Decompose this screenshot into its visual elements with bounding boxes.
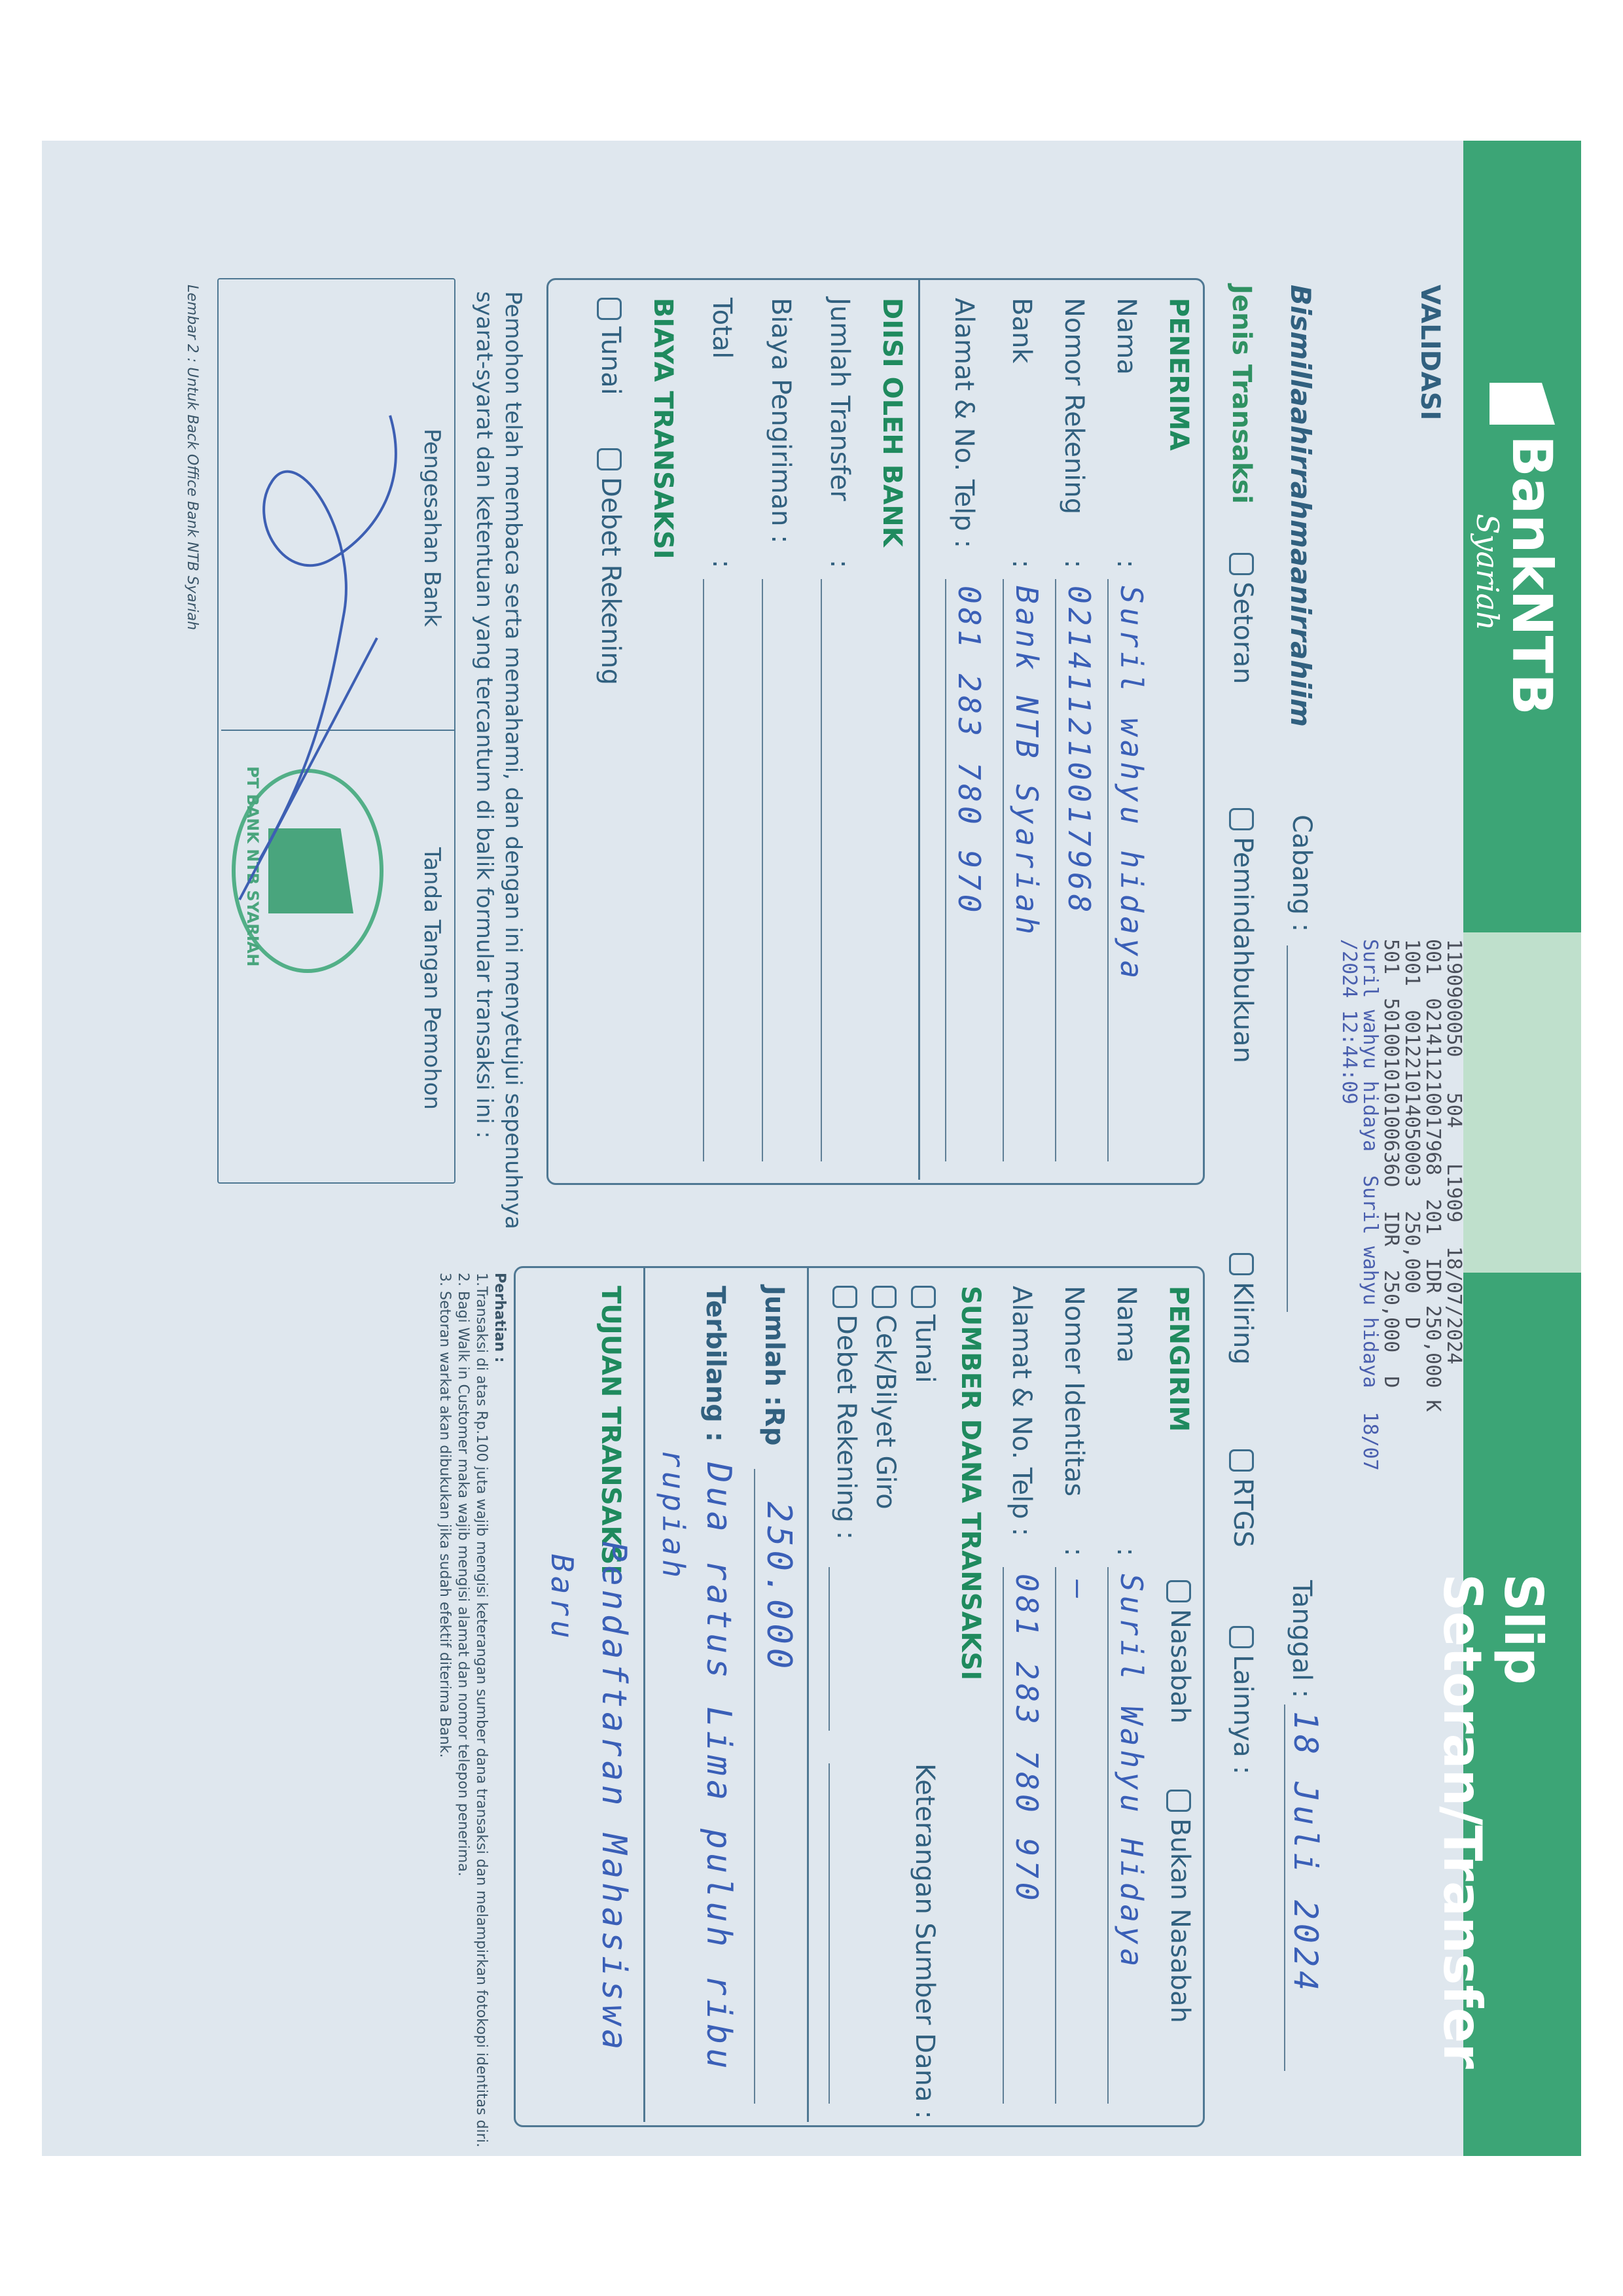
biaya-transaksi-header: BIAYA TRANSAKSI <box>648 298 678 559</box>
validation-print-line-5: Suril wahyu hidaya Suril wahyu hidaya 18/07 <box>1359 939 1382 1471</box>
note-item-1: 1.Transaksi di atas Rp.100 juta wajib mengisi keterangan sumber dana transaksi dan melampirkan fotokopi identitas diri. <box>473 1273 490 2147</box>
jenis-pemindahbukuan[interactable] <box>1228 808 1258 1063</box>
total-colon: : <box>707 559 737 569</box>
jenis-setoran[interactable] <box>1228 553 1258 684</box>
bank-section-header: DIISI OLEH BANK <box>877 298 907 547</box>
cabang-line <box>1287 945 1288 1312</box>
jenis-kliring[interactable] <box>1228 1253 1258 1365</box>
penerima-alamat-line <box>945 579 946 1161</box>
validasi-label: VALIDASI <box>1415 285 1445 421</box>
penerima-alamat-label: Alamat & No. Telp : <box>949 298 979 548</box>
jumlah-transfer-line <box>821 579 822 1161</box>
option-label: Lainnya : <box>1228 1655 1258 1775</box>
cabang-label: Cabang : <box>1287 815 1317 932</box>
option-label: RTGS <box>1228 1478 1258 1547</box>
pengirim-identitas-line <box>1055 1567 1056 2104</box>
biaya-pengiriman-label: Biaya Pengiriman : <box>766 298 796 544</box>
checkbox-icon[interactable] <box>1229 808 1254 830</box>
option-label: Setoran <box>1228 582 1258 684</box>
footer-text: Lembar 2 : Untuk Back Office Bank NTB Syariah <box>184 285 200 631</box>
checkbox-icon[interactable] <box>597 298 622 320</box>
tujuan-transaksi-header: TUJUAN TRANSAKSI <box>596 1286 626 1575</box>
bank-name: BankNTB <box>1500 435 1564 715</box>
header-band-light <box>1463 932 1581 1273</box>
total-label: Total <box>707 298 737 359</box>
checkbox-icon[interactable] <box>1166 1580 1191 1602</box>
bank-sub: Syariah <box>1470 514 1505 631</box>
keterangan-sumber-label: Keterangan Sumber Dana : <box>910 1763 940 2119</box>
option-label: Bukan Nasabah <box>1165 1818 1195 2023</box>
pengirim-identitas-value: – <box>1061 1580 1097 1602</box>
penerima-rekening-value: 021411210017968 <box>1061 586 1097 917</box>
pengirim-identitas-colon: : <box>1059 1547 1089 1557</box>
pengesahan-bank-label: Pengesahan Bank <box>419 429 445 627</box>
penerima-bank-label: Bank <box>1007 298 1037 364</box>
sumber-cek-giro[interactable] <box>870 1286 901 1510</box>
note-item-3: 3. Setoran warkat akan dibukukan jika sudah efektif diterima Bank. <box>437 1273 453 1758</box>
penerima-nama-line <box>1107 579 1109 1161</box>
pengirim-bukan-nasabah[interactable] <box>1165 1790 1195 2023</box>
option-label: Debet Rekening <box>596 477 626 685</box>
tanggal-value: 18 Juli 2024 <box>1287 1711 1325 1995</box>
checkbox-icon[interactable] <box>832 1286 857 1308</box>
tanda-tangan-label: Tanda Tangan Pemohon <box>419 847 445 1110</box>
terbilang-line-1: Dua ratus Lima puluh ribu <box>699 1462 738 2073</box>
option-label: Nasabah <box>1165 1609 1195 1724</box>
transfer-slip <box>42 141 1581 2156</box>
pengirim-identitas-label: Nomer Identitas <box>1059 1286 1089 1497</box>
sumber-tunai[interactable] <box>910 1286 940 1383</box>
option-label: Tunai <box>596 327 626 395</box>
tanggal-label: Tanggal : <box>1287 1580 1317 1699</box>
checkbox-icon[interactable] <box>1166 1790 1191 1812</box>
pengirim-nasabah[interactable] <box>1165 1580 1195 1723</box>
jumlah-label: Jumlah : <box>759 1286 789 1407</box>
checkbox-icon[interactable] <box>597 448 622 470</box>
jenis-transaksi-label: Jenis Transaksi <box>1226 285 1257 504</box>
validation-print-line-4: 501 501001010100636O IDR 250,000 D <box>1380 939 1402 1388</box>
signature-stroke-2 <box>240 638 377 900</box>
total-line <box>703 579 704 1161</box>
penerima-nama-colon: : <box>1111 559 1141 569</box>
option-label: Debet Rekening : <box>831 1315 861 1540</box>
penerima-rekening-label: Nomor Rekening <box>1059 298 1089 515</box>
sumber-debet-line <box>829 1567 830 1731</box>
jumlah-transfer-colon: : <box>825 559 855 569</box>
penerima-header: PENERIMA <box>1164 298 1194 451</box>
note-item-2: 2. Bagi Walk in Customer maka wajib mengisi alamat dan nomor telepon penerima. <box>455 1273 471 1877</box>
biaya-debet-rekening[interactable] <box>596 448 626 685</box>
notes-title: Perhatian : <box>491 1273 508 1363</box>
pengirim-alamat-line <box>1003 1567 1004 2104</box>
validation-print-line-6: /2024 12:44:09 <box>1338 939 1361 1104</box>
statement-line-1: Pemohon telah membaca serta memahami, dan dengan ini menyetujui sepenuhnya <box>500 291 526 1229</box>
bismillah: Bismillaahirrahmaanirrahiim <box>1285 285 1317 727</box>
statement-line-2: syarat-syarat dan ketentuan yang tercantum di balik formular transaksi ini : <box>471 291 497 1139</box>
checkbox-icon[interactable] <box>1229 1253 1254 1275</box>
sumber-dana-header: SUMBER DANA TRANSAKSI <box>955 1286 986 1681</box>
biaya-tunai[interactable] <box>596 298 626 395</box>
penerima-nama-label: Nama <box>1111 298 1141 375</box>
pengirim-header: PENGIRIM <box>1164 1286 1194 1432</box>
tujuan-value-line-1: Pendaftaran Mahasiswa <box>594 1541 633 2054</box>
tujuan-divider <box>643 1267 645 2122</box>
sumber-debet-rekening[interactable] <box>831 1286 861 1540</box>
tujuan-value-line-2: Baru <box>544 1554 580 1642</box>
penerima-alamat-value: 081 283 780 970 <box>952 586 987 917</box>
pengirim-nama-value: Suril Wahyu Hidaya <box>1114 1574 1149 1971</box>
pengirim-nama-line <box>1107 1567 1109 2104</box>
penerima-bank-value: Bank NTB Syariah <box>1009 586 1044 939</box>
biaya-pengiriman-line <box>762 579 763 1161</box>
terbilang-line-2: rupiah <box>656 1449 691 1582</box>
stamp-text: PT BANK NTB SYARIAH <box>243 766 262 967</box>
penerima-bank-colon: : <box>1007 559 1037 569</box>
jumlah-transfer-label: Jumlah Transfer <box>825 298 855 501</box>
jenis-rtgs[interactable] <box>1228 1449 1258 1547</box>
penerima-rekening-colon: : <box>1059 559 1089 569</box>
checkbox-icon[interactable] <box>911 1286 936 1308</box>
box-divider <box>918 279 920 1180</box>
penerima-bank-line <box>1003 579 1004 1161</box>
validation-print-line-2: 001 021411210017968 201 IDR 250,000 K <box>1421 939 1444 1412</box>
checkbox-icon[interactable] <box>1229 1626 1254 1648</box>
slip-title: Slip Setoran/Transfer <box>1432 1574 1554 2069</box>
pengirim-nama-label: Nama <box>1111 1286 1141 1363</box>
checkbox-icon[interactable] <box>1229 1449 1254 1472</box>
jumlah-currency: Rp <box>759 1407 789 1446</box>
penerima-rekening-line <box>1055 579 1056 1161</box>
option-label: Pemindahbukuan <box>1228 837 1258 1063</box>
jumlah-line <box>754 1469 755 2104</box>
keterangan-line <box>829 1763 830 2104</box>
jumlah-value: 250.000 <box>759 1502 798 1673</box>
sumber-divider <box>807 1267 809 2122</box>
checkbox-icon[interactable] <box>1229 553 1254 575</box>
option-label: Tunai <box>910 1315 940 1383</box>
paper-sheet <box>42 141 1581 2156</box>
penerima-box <box>546 278 1205 1185</box>
tanggal-line <box>1284 1704 1285 2071</box>
option-label: Kliring <box>1228 1282 1258 1365</box>
signature-scribble <box>226 402 416 913</box>
pengirim-alamat-value: 081 283 780 970 <box>1009 1574 1044 1905</box>
checkbox-icon[interactable] <box>872 1286 897 1308</box>
signature-stroke <box>259 415 396 860</box>
validation-print-line-1: 1190900050 504 L1909 18/07/2024 <box>1442 939 1465 1365</box>
pengirim-alamat-label: Alamat & No. Telp : <box>1007 1286 1037 1536</box>
jenis-lainnya[interactable] <box>1228 1626 1258 1775</box>
option-label: Cek/Bilyet Giro <box>870 1315 901 1510</box>
penerima-nama-value: Suril wahyu hidaya <box>1114 586 1149 983</box>
validation-print-line-3: 1001 001221014050003 250,000 D <box>1400 939 1423 1330</box>
terbilang-label: Terbilang : <box>700 1286 730 1442</box>
pengirim-nama-colon: : <box>1111 1547 1141 1557</box>
